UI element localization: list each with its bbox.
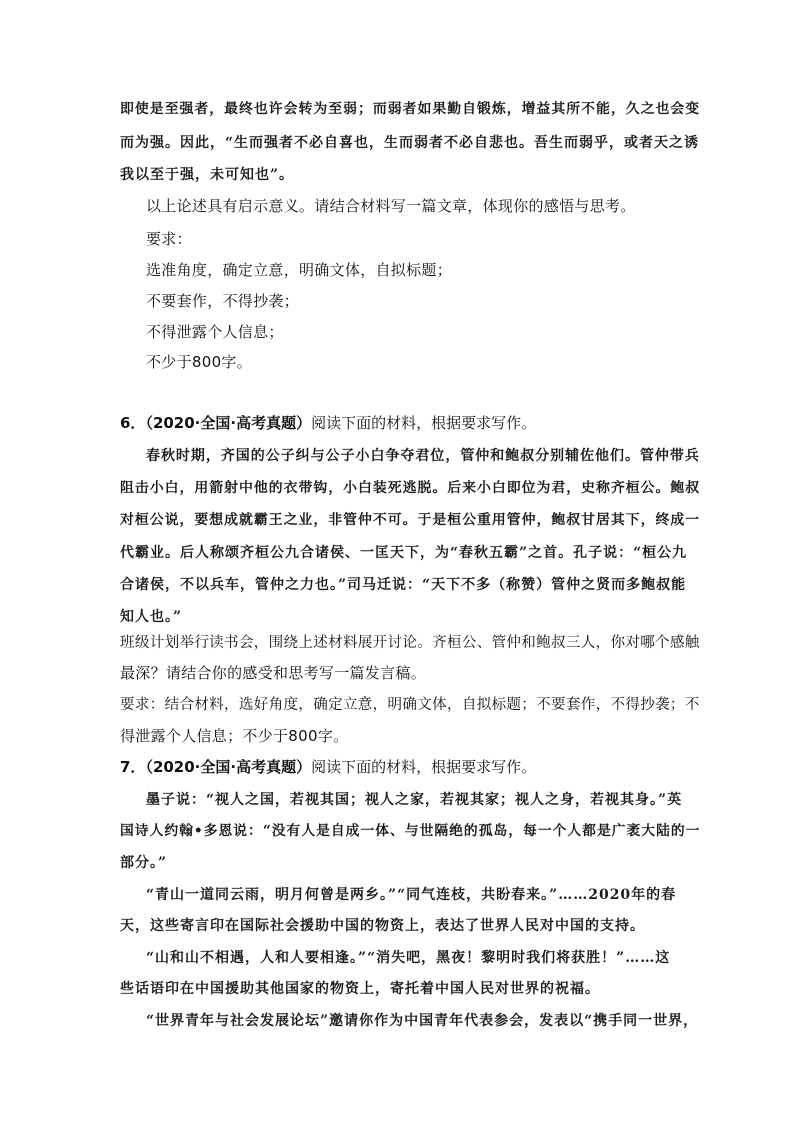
prev-material-line-3: 我以至于强，未可知也”。 bbox=[120, 167, 295, 183]
question-source: （2020·全国·高考真题） bbox=[145, 758, 312, 776]
prev-requirement-item: 选准角度，确定立意，明确文体，自拟标题； bbox=[146, 261, 453, 279]
question-source: （2020·全国·高考真题） bbox=[145, 414, 312, 432]
question-7-heading bbox=[120, 760, 536, 775]
prev-requirements-label: 要求： bbox=[146, 230, 192, 248]
q6-material-line: 合诸侯，不以兵车，管仲之力也。”司马迁说：“天下不多（称赞）管仲之贤而多鲍叔能 bbox=[120, 577, 687, 593]
prev-requirement-item: 不得泄露个人信息； bbox=[146, 323, 284, 341]
q7-material-line: “山和山不相遇，人和人要相逢。”“消失吧，黑夜！黎明时我们将获胜！”……这 bbox=[146, 950, 671, 966]
q6-material-line: 代霸业。后人称颂齐桓公九合诸侯、一匡天下，为“春秋五霸”之首。孔子说：“桓公九 bbox=[120, 545, 688, 561]
prev-requirement-item: 不要套作，不得抄袭； bbox=[146, 292, 300, 310]
q7-material-line: 国诗人约翰•多恩说：“没有人是自成一体、与世隔绝的孤岛，每一个人都是广袤大陆的一 bbox=[120, 823, 701, 839]
q6-material-line: 对桓公说，要想成就霸王之业，非管仲不可。于是桓公重用管仲，鲍叔甘居其下，终成一 bbox=[120, 512, 701, 528]
q7-material-line: 些话语印在中国援助其他国家的物资上，寄托着中国人民对世界的祝福。 bbox=[120, 981, 600, 997]
q7-material-line: 部分。” bbox=[120, 855, 168, 871]
q6-material-line: 阻击小白，用箭射中他的衣带钩，小白装死逃脱。后来小白即位为君，史称齐桓公。鲍叔 bbox=[120, 480, 701, 496]
q6-requirement-line: 得泄露个人信息；不少于800字。 bbox=[120, 727, 349, 745]
q7-material-line: “世界青年与社会发展论坛”邀请你作为中国青年代表参会，发表以“携手同一世界， bbox=[146, 1013, 699, 1029]
q7-material-line: 天，这些寄言印在国际社会援助中国的物资上，表达了世界人民对中国的支持。 bbox=[120, 918, 645, 934]
prev-material-line-2: 而为强。因此，“生而强者不必自喜也，生而弱者不必自悲也。吾生而弱乎，或者天之诱 bbox=[120, 135, 700, 151]
question-6-heading bbox=[120, 416, 536, 431]
question-instruction: 阅读下面的材料，根据要求写作。 bbox=[311, 414, 537, 432]
q6-task-line: 最深？请结合你的感受和思考写一篇发言稿。 bbox=[120, 664, 427, 682]
question-number: 7． bbox=[120, 758, 146, 776]
q6-material-line: 知人也。” bbox=[120, 609, 183, 625]
q7-material-line: “青山一道同云雨，明月何曾是两乡。”“同气连枝，共盼春来。”……2020年的春 bbox=[146, 887, 677, 903]
q7-material-line: 墨子说：“视人之国，若视其国；视人之家，若视其家；视人之身，若视其身。”英 bbox=[146, 792, 683, 808]
prev-requirement-item: 不少于800字。 bbox=[146, 353, 253, 371]
q6-task-line: 班级计划举行读书会，围绕上述材料展开讨论。齐桓公、管仲和鲍叔三人，你对哪个感触 bbox=[120, 634, 700, 651]
q6-requirement-line: 要求：结合材料，选好角度，确定立意，明确文体，自拟标题；不要套作，不得抄袭；不 bbox=[120, 696, 700, 713]
question-number: 6． bbox=[120, 414, 146, 432]
question-instruction: 阅读下面的材料，根据要求写作。 bbox=[311, 758, 537, 776]
prev-task-intro: 以上论述具有启示意义。请结合材料写一篇文章，体现你的感悟与思考。 bbox=[146, 197, 636, 215]
prev-material-line-1: 即使是至强者，最终也许会转为至弱；而弱者如果勤自锻炼，增益其所不能，久之也会变 bbox=[120, 101, 701, 117]
q6-material-line: 春秋时期，齐国的公子纠与公子小白争夺君位，管仲和鲍叔分别辅佐他们。管仲带兵 bbox=[146, 448, 700, 464]
